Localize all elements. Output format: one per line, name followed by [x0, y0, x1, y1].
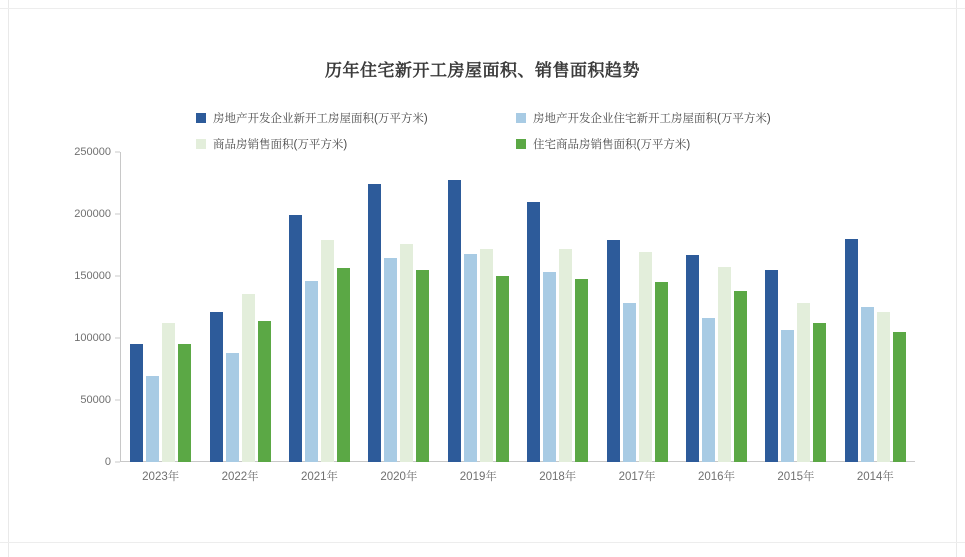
- legend-swatch-icon: [516, 139, 526, 149]
- bar[interactable]: [861, 307, 874, 462]
- x-axis-tick-label: 2017年: [618, 471, 656, 483]
- page-edge-bottom: [0, 542, 965, 543]
- bar[interactable]: [162, 323, 175, 462]
- bar[interactable]: [797, 303, 810, 462]
- bar-group: [280, 152, 359, 462]
- bar[interactable]: [765, 270, 778, 462]
- bar[interactable]: [480, 249, 493, 462]
- legend-item[interactable]: [516, 110, 836, 126]
- bar-groups: [121, 152, 915, 462]
- y-axis-tick-mark: [115, 276, 120, 277]
- plot-area: [74, 146, 915, 468]
- y-axis-tick-mark: [115, 400, 120, 401]
- chart-title: 历年住宅新开工房屋面积、销售面积趋势: [325, 61, 640, 80]
- page-edge-left: [8, 0, 9, 557]
- bar[interactable]: [496, 276, 509, 462]
- bar-group: [200, 152, 279, 462]
- bar[interactable]: [321, 240, 334, 462]
- bar-group: [677, 152, 756, 462]
- y-axis-tick-label: 200000: [74, 208, 111, 220]
- x-axis-tick-label: 2016年: [698, 471, 736, 483]
- x-axis-tick-label: 2022年: [221, 471, 259, 483]
- x-axis-tick-label: 2023年: [142, 471, 180, 483]
- legend-item-label: 住宅商品房销售面积(万平方米): [533, 139, 691, 151]
- x-axis-tick-label: 2018年: [539, 471, 577, 483]
- bar-group: [836, 152, 915, 462]
- bar[interactable]: [258, 321, 271, 462]
- bar-group: [756, 152, 835, 462]
- bar-group: [359, 152, 438, 462]
- legend-swatch-icon: [196, 113, 206, 123]
- legend-swatch-icon: [516, 113, 526, 123]
- bar-group: [121, 152, 200, 462]
- x-axis-tick-label: 2019年: [459, 471, 497, 483]
- bar[interactable]: [702, 318, 715, 462]
- page-edge-right: [956, 0, 957, 557]
- bar[interactable]: [623, 303, 636, 462]
- bar-group: [439, 152, 518, 462]
- bar[interactable]: [845, 239, 858, 462]
- bar[interactable]: [305, 281, 318, 463]
- bar[interactable]: [781, 330, 794, 462]
- bar[interactable]: [877, 312, 890, 462]
- bar-group: [518, 152, 597, 462]
- bar[interactable]: [337, 268, 350, 462]
- bar[interactable]: [893, 332, 906, 462]
- bar[interactable]: [575, 279, 588, 462]
- bar[interactable]: [400, 244, 413, 462]
- bar[interactable]: [130, 344, 143, 462]
- bar[interactable]: [416, 270, 429, 462]
- bar[interactable]: [226, 353, 239, 462]
- legend-item-label: 房地产开发企业住宅新开工房屋面积(万平方米): [533, 113, 771, 125]
- legend-item-label: 房地产开发企业新开工房屋面积(万平方米): [213, 113, 428, 125]
- x-axis-tick-label: 2021年: [300, 471, 339, 483]
- y-axis-tick-mark: [115, 152, 120, 153]
- bar[interactable]: [607, 240, 620, 462]
- y-axis-tick-label: 250000: [74, 146, 111, 158]
- y-axis-tick-mark: [115, 462, 120, 463]
- bar[interactable]: [242, 294, 255, 462]
- bar[interactable]: [178, 344, 191, 462]
- bar[interactable]: [146, 376, 159, 462]
- y-axis-tick-label: 0: [104, 456, 111, 468]
- legend-item-label: 商品房销售面积(万平方米): [213, 139, 348, 151]
- page-edge-top: [0, 8, 965, 9]
- x-axis-tick-label: 2014年: [856, 471, 894, 483]
- bar-group: [597, 152, 676, 462]
- y-axis-tick-mark: [115, 214, 120, 215]
- bar[interactable]: [655, 282, 668, 462]
- y-axis-tick-label: 50000: [80, 394, 111, 406]
- x-axis-tick-label: 2015年: [777, 471, 815, 483]
- legend-swatch-icon: [196, 139, 206, 149]
- legend-item[interactable]: [516, 136, 836, 152]
- bar[interactable]: [368, 184, 381, 462]
- x-axis-tick-label: 2020年: [380, 471, 418, 483]
- y-axis-tick-label: 150000: [74, 270, 111, 282]
- bar[interactable]: [686, 255, 699, 462]
- bar[interactable]: [559, 249, 572, 462]
- y-axis-tick-mark: [115, 338, 120, 339]
- bar[interactable]: [210, 312, 223, 462]
- x-axis-labels: [121, 468, 915, 484]
- bar[interactable]: [813, 323, 826, 462]
- bar[interactable]: [527, 202, 540, 462]
- bar[interactable]: [734, 291, 747, 462]
- bar[interactable]: [718, 267, 731, 462]
- bar[interactable]: [384, 258, 397, 462]
- legend-item[interactable]: [196, 136, 516, 152]
- bar[interactable]: [448, 180, 461, 462]
- legend-item[interactable]: [196, 110, 516, 126]
- bar[interactable]: [639, 252, 652, 462]
- bar[interactable]: [289, 215, 302, 462]
- bar[interactable]: [464, 254, 477, 462]
- bar[interactable]: [543, 272, 556, 462]
- y-axis-tick-label: 100000: [74, 332, 111, 344]
